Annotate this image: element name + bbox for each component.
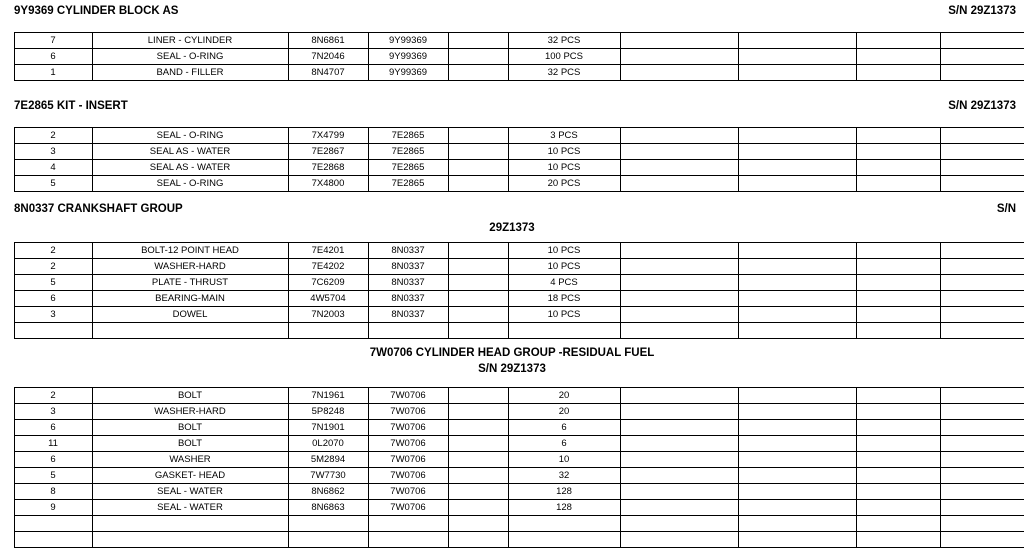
cell-blank: [14, 516, 92, 532]
cell-blank: [620, 128, 738, 144]
section-serial-cylinder-head-group: S/N 29Z1373: [478, 363, 546, 375]
cell-blank: [940, 275, 1024, 291]
cell-qty: 6: [14, 291, 92, 307]
row-margin: [0, 144, 14, 160]
cell-pcs: 4 PCS: [508, 275, 620, 291]
cell-group-number: 7E2865: [368, 160, 448, 176]
cell-description: SEAL AS - WATER: [92, 144, 288, 160]
section-serial-crankshaft-group: S/N: [996, 203, 1016, 215]
cell-part-number: 7X4799: [288, 128, 368, 144]
section-title-crankshaft-group: 8N0337 CRANKSHAFT GROUP: [14, 203, 183, 215]
cell-blank: [620, 516, 738, 532]
table-row[interactable]: [0, 388, 1024, 404]
cell-blank: [940, 323, 1024, 339]
cell-blank: [738, 160, 856, 176]
cell-pcs: 32 PCS: [508, 65, 620, 81]
cell-part-number: 8N6861: [288, 33, 368, 49]
cell-qty: 5: [14, 468, 92, 484]
cell-group-number: 7W0706: [368, 468, 448, 484]
cell-blank: [448, 160, 508, 176]
cell-qty: 6: [14, 49, 92, 65]
table-row[interactable]: [0, 404, 1024, 420]
cell-qty: 3: [14, 144, 92, 160]
cell-blank: [448, 243, 508, 259]
cell-blank: [856, 452, 940, 468]
cell-blank: [620, 307, 738, 323]
section-serial-cylinder-block: S/N 29Z1373: [948, 5, 1016, 17]
cell-blank: [620, 452, 738, 468]
cell-blank: [448, 128, 508, 144]
table-row[interactable]: [0, 160, 1024, 176]
cell-blank: [738, 243, 856, 259]
cell-blank: [288, 532, 368, 548]
row-margin: [0, 404, 14, 420]
cell-group-number: 7W0706: [368, 436, 448, 452]
cell-blank: [620, 243, 738, 259]
cell-blank: [448, 452, 508, 468]
cell-blank: [620, 404, 738, 420]
cell-blank: [940, 388, 1024, 404]
table-row[interactable]: [0, 436, 1024, 452]
cell-group-number: 9Y99369: [368, 49, 448, 65]
cell-blank: [620, 259, 738, 275]
cell-blank: [448, 307, 508, 323]
cell-blank: [940, 516, 1024, 532]
cell-blank: [448, 144, 508, 160]
cell-blank: [738, 176, 856, 192]
cell-pcs: 10 PCS: [508, 144, 620, 160]
row-margin: [0, 388, 14, 404]
row-margin: [0, 516, 14, 532]
cell-blank: [92, 516, 288, 532]
section-serial-crankshaft-group-second-line: 29Z1373: [489, 222, 535, 234]
cell-group-number: 7E2865: [368, 144, 448, 160]
table-row[interactable]: [0, 65, 1024, 81]
cell-blank: [620, 65, 738, 81]
cell-part-number: 7E4201: [288, 243, 368, 259]
cell-blank: [738, 33, 856, 49]
cell-blank: [856, 259, 940, 275]
cell-blank: [856, 404, 940, 420]
row-margin: [0, 259, 14, 275]
row-margin: [0, 243, 14, 259]
cell-description: PLATE - THRUST: [92, 275, 288, 291]
cell-blank: [448, 65, 508, 81]
cell-group-number: 7E2865: [368, 176, 448, 192]
cell-qty: 2: [14, 128, 92, 144]
table-row-empty[interactable]: [0, 532, 1024, 548]
cell-blank: [940, 500, 1024, 516]
cell-blank: [620, 532, 738, 548]
cell-group-number: 7W0706: [368, 404, 448, 420]
cell-blank: [620, 484, 738, 500]
cell-blank: [738, 307, 856, 323]
cell-blank: [288, 323, 368, 339]
cell-description: WASHER-HARD: [92, 404, 288, 420]
cell-qty: 2: [14, 259, 92, 275]
cell-part-number: 0L2070: [288, 436, 368, 452]
cell-blank: [448, 291, 508, 307]
cell-qty: 4: [14, 160, 92, 176]
cell-description: SEAL - O-RING: [92, 128, 288, 144]
cell-blank: [738, 468, 856, 484]
spacer: [0, 22, 1024, 32]
cell-blank: [14, 323, 92, 339]
cell-part-number: 4W5704: [288, 291, 368, 307]
cell-blank: [288, 516, 368, 532]
section-title-kit-insert: 7E2865 KIT - INSERT: [14, 100, 128, 112]
cell-part-number: 7E2868: [288, 160, 368, 176]
cell-qty: 5: [14, 176, 92, 192]
cell-blank: [940, 484, 1024, 500]
cell-description: SEAL AS - WATER: [92, 160, 288, 176]
row-margin: [0, 160, 14, 176]
parts-table-kit-insert: [0, 127, 1024, 192]
table-row[interactable]: [0, 291, 1024, 307]
section-header-kit-insert: [0, 95, 1024, 117]
cell-pcs: 10 PCS: [508, 243, 620, 259]
cell-part-number: 5P8248: [288, 404, 368, 420]
table-row[interactable]: [0, 128, 1024, 144]
cell-blank: [368, 516, 448, 532]
cell-blank: [856, 160, 940, 176]
cell-blank: [620, 500, 738, 516]
cell-description: SEAL - WATER: [92, 500, 288, 516]
cell-group-number: 7W0706: [368, 500, 448, 516]
cell-blank: [738, 420, 856, 436]
cell-blank: [738, 516, 856, 532]
cell-part-number: 7N1961: [288, 388, 368, 404]
cell-part-number: 7E4202: [288, 259, 368, 275]
cell-blank: [940, 532, 1024, 548]
cell-part-number: 7E2867: [288, 144, 368, 160]
row-margin: [0, 323, 14, 339]
section-header-cylinder-block: [0, 0, 1024, 22]
cell-description: WASHER: [92, 452, 288, 468]
cell-description: LINER - CYLINDER: [92, 33, 288, 49]
cell-blank: [738, 404, 856, 420]
cell-blank: [620, 420, 738, 436]
row-margin: [0, 49, 14, 65]
cell-blank: [738, 291, 856, 307]
cell-qty: 6: [14, 452, 92, 468]
cell-part-number: 8N6863: [288, 500, 368, 516]
cell-blank: [508, 516, 620, 532]
table-row[interactable]: [0, 33, 1024, 49]
table-row[interactable]: [0, 484, 1024, 500]
cell-part-number: 7W7730: [288, 468, 368, 484]
cell-qty: 2: [14, 243, 92, 259]
cell-group-number: 7W0706: [368, 452, 448, 468]
cell-blank: [448, 404, 508, 420]
cell-blank: [448, 176, 508, 192]
cell-blank: [92, 532, 288, 548]
cell-pcs: 128: [508, 484, 620, 500]
row-margin: [0, 452, 14, 468]
cell-blank: [940, 452, 1024, 468]
row-margin: [0, 176, 14, 192]
cell-blank: [856, 128, 940, 144]
cell-pcs: 128: [508, 500, 620, 516]
table-row[interactable]: [0, 307, 1024, 323]
row-margin: [0, 468, 14, 484]
row-margin: [0, 420, 14, 436]
cell-blank: [856, 420, 940, 436]
row-margin: [0, 500, 14, 516]
cell-blank: [620, 275, 738, 291]
cell-blank: [448, 323, 508, 339]
cell-blank: [620, 291, 738, 307]
cell-blank: [856, 65, 940, 81]
cell-blank: [856, 275, 940, 291]
cell-description: BOLT: [92, 388, 288, 404]
cell-blank: [738, 532, 856, 548]
cell-blank: [738, 452, 856, 468]
cell-blank: [856, 144, 940, 160]
row-margin: [0, 128, 14, 144]
cell-group-number: 8N0337: [368, 243, 448, 259]
cell-blank: [940, 243, 1024, 259]
cell-blank: [738, 259, 856, 275]
table-row[interactable]: [0, 275, 1024, 291]
cell-blank: [856, 323, 940, 339]
cell-part-number: 7C6209: [288, 275, 368, 291]
cell-blank: [448, 436, 508, 452]
cell-blank: [738, 275, 856, 291]
cell-blank: [738, 436, 856, 452]
cell-description: BOLT: [92, 420, 288, 436]
row-margin: [0, 275, 14, 291]
table-row[interactable]: [0, 176, 1024, 192]
cell-group-number: 9Y99369: [368, 65, 448, 81]
cell-blank: [448, 484, 508, 500]
parts-table-crankshaft-group: [0, 242, 1024, 339]
cell-qty: 5: [14, 275, 92, 291]
cell-blank: [856, 468, 940, 484]
table-row[interactable]: [0, 144, 1024, 160]
cell-blank: [508, 532, 620, 548]
cell-blank: [940, 307, 1024, 323]
cell-blank: [940, 65, 1024, 81]
cell-blank: [738, 500, 856, 516]
cell-part-number: 8N4707: [288, 65, 368, 81]
cell-pcs: 20 PCS: [508, 176, 620, 192]
cell-blank: [738, 323, 856, 339]
cell-group-number: 8N0337: [368, 259, 448, 275]
table-row[interactable]: [0, 420, 1024, 436]
spacer: [0, 117, 1024, 127]
cell-blank: [14, 532, 92, 548]
table-row[interactable]: [0, 468, 1024, 484]
cell-qty: 1: [14, 65, 92, 81]
spacer: [0, 81, 1024, 95]
section-title-cylinder-head-group: 7W0706 CYLINDER HEAD GROUP -RESIDUAL FUEL: [369, 347, 655, 359]
cell-blank: [940, 404, 1024, 420]
cell-pcs: 10 PCS: [508, 307, 620, 323]
cell-pcs: 10 PCS: [508, 259, 620, 275]
cell-blank: [620, 436, 738, 452]
cell-group-number: 7W0706: [368, 484, 448, 500]
cell-qty: 3: [14, 307, 92, 323]
cell-group-number: 7E2865: [368, 128, 448, 144]
cell-blank: [940, 291, 1024, 307]
cell-description: SEAL - O-RING: [92, 49, 288, 65]
row-margin: [0, 65, 14, 81]
cell-qty: 9: [14, 500, 92, 516]
cell-blank: [856, 388, 940, 404]
parts-table-cylinder-head-group: [0, 387, 1024, 548]
parts-table-cylinder-block: [0, 32, 1024, 81]
cell-pcs: 6: [508, 436, 620, 452]
cell-pcs: 18 PCS: [508, 291, 620, 307]
cell-blank: [620, 33, 738, 49]
cell-group-number: 9Y99369: [368, 33, 448, 49]
cell-blank: [856, 436, 940, 452]
cell-pcs: 100 PCS: [508, 49, 620, 65]
cell-pcs: 32: [508, 468, 620, 484]
table-row-empty[interactable]: [0, 323, 1024, 339]
cell-qty: 7: [14, 33, 92, 49]
cell-blank: [620, 388, 738, 404]
cell-blank: [940, 33, 1024, 49]
cell-group-number: 8N0337: [368, 291, 448, 307]
cell-qty: 8: [14, 484, 92, 500]
cell-group-number: 8N0337: [368, 307, 448, 323]
cell-group-number: 7W0706: [368, 420, 448, 436]
table-row[interactable]: [0, 243, 1024, 259]
row-margin: [0, 484, 14, 500]
cell-blank: [620, 176, 738, 192]
cell-description: BAND - FILLER: [92, 65, 288, 81]
table-row[interactable]: [0, 49, 1024, 65]
cell-pcs: 3 PCS: [508, 128, 620, 144]
cell-blank: [448, 500, 508, 516]
cell-blank: [738, 49, 856, 65]
cell-group-number: 8N0337: [368, 275, 448, 291]
cell-pcs: 6: [508, 420, 620, 436]
cell-blank: [856, 49, 940, 65]
cell-part-number: 7N1901: [288, 420, 368, 436]
cell-qty: 6: [14, 420, 92, 436]
row-margin: [0, 33, 14, 49]
table-row[interactable]: [0, 500, 1024, 516]
cell-description: BOLT-12 POINT HEAD: [92, 243, 288, 259]
cell-blank: [738, 65, 856, 81]
cell-blank: [940, 176, 1024, 192]
cell-blank: [738, 144, 856, 160]
cell-blank: [856, 307, 940, 323]
table-row-empty[interactable]: [0, 516, 1024, 532]
cell-part-number: 7N2046: [288, 49, 368, 65]
cell-part-number: 7N2003: [288, 307, 368, 323]
row-margin: [0, 532, 14, 548]
cell-blank: [620, 468, 738, 484]
cell-pcs: 10: [508, 452, 620, 468]
cell-blank: [940, 436, 1024, 452]
cell-qty: 2: [14, 388, 92, 404]
cell-group-number: 7W0706: [368, 388, 448, 404]
cell-blank: [620, 49, 738, 65]
cell-pcs: 10 PCS: [508, 160, 620, 176]
cell-blank: [940, 49, 1024, 65]
cell-blank: [368, 532, 448, 548]
cell-pcs: 20: [508, 388, 620, 404]
cell-blank: [856, 500, 940, 516]
row-margin: [0, 307, 14, 323]
row-margin: [0, 291, 14, 307]
cell-blank: [856, 516, 940, 532]
cell-blank: [448, 275, 508, 291]
cell-blank: [448, 420, 508, 436]
cell-blank: [620, 160, 738, 176]
cell-blank: [368, 323, 448, 339]
cell-blank: [738, 388, 856, 404]
cell-part-number: 5M2894: [288, 452, 368, 468]
cell-description: SEAL - O-RING: [92, 176, 288, 192]
row-margin: [0, 436, 14, 452]
cell-blank: [508, 323, 620, 339]
cell-blank: [448, 516, 508, 532]
cell-description: GASKET- HEAD: [92, 468, 288, 484]
cell-blank: [856, 484, 940, 500]
cell-qty: 11: [14, 436, 92, 452]
cell-blank: [448, 532, 508, 548]
cell-blank: [448, 33, 508, 49]
cell-description: BOLT: [92, 436, 288, 452]
cell-blank: [448, 259, 508, 275]
cell-part-number: 7X4800: [288, 176, 368, 192]
cell-blank: [940, 128, 1024, 144]
cell-description: WASHER-HARD: [92, 259, 288, 275]
cell-blank: [620, 144, 738, 160]
cell-blank: [856, 33, 940, 49]
cell-blank: [856, 176, 940, 192]
cell-blank: [448, 388, 508, 404]
cell-blank: [940, 468, 1024, 484]
cell-part-number: 8N6862: [288, 484, 368, 500]
section-serial-kit-insert: S/N 29Z1373: [948, 100, 1016, 112]
cell-description: DOWEL: [92, 307, 288, 323]
cell-blank: [856, 532, 940, 548]
cell-qty: 3: [14, 404, 92, 420]
cell-blank: [856, 291, 940, 307]
cell-pcs: 20: [508, 404, 620, 420]
cell-blank: [448, 468, 508, 484]
section-header-crankshaft-group: [0, 198, 1024, 220]
spacer: [0, 377, 1024, 387]
cell-blank: [940, 160, 1024, 176]
cell-description: BEARING-MAIN: [92, 291, 288, 307]
table-row[interactable]: [0, 452, 1024, 468]
cell-blank: [940, 259, 1024, 275]
table-row[interactable]: [0, 259, 1024, 275]
section-title-cylinder-block: 9Y9369 CYLINDER BLOCK AS: [14, 5, 179, 17]
cell-blank: [856, 243, 940, 259]
cell-blank: [92, 323, 288, 339]
cell-blank: [448, 49, 508, 65]
cell-blank: [940, 420, 1024, 436]
cell-blank: [738, 128, 856, 144]
cell-description: SEAL - WATER: [92, 484, 288, 500]
cell-blank: [940, 144, 1024, 160]
cell-blank: [620, 323, 738, 339]
cell-pcs: 32 PCS: [508, 33, 620, 49]
cell-blank: [738, 484, 856, 500]
